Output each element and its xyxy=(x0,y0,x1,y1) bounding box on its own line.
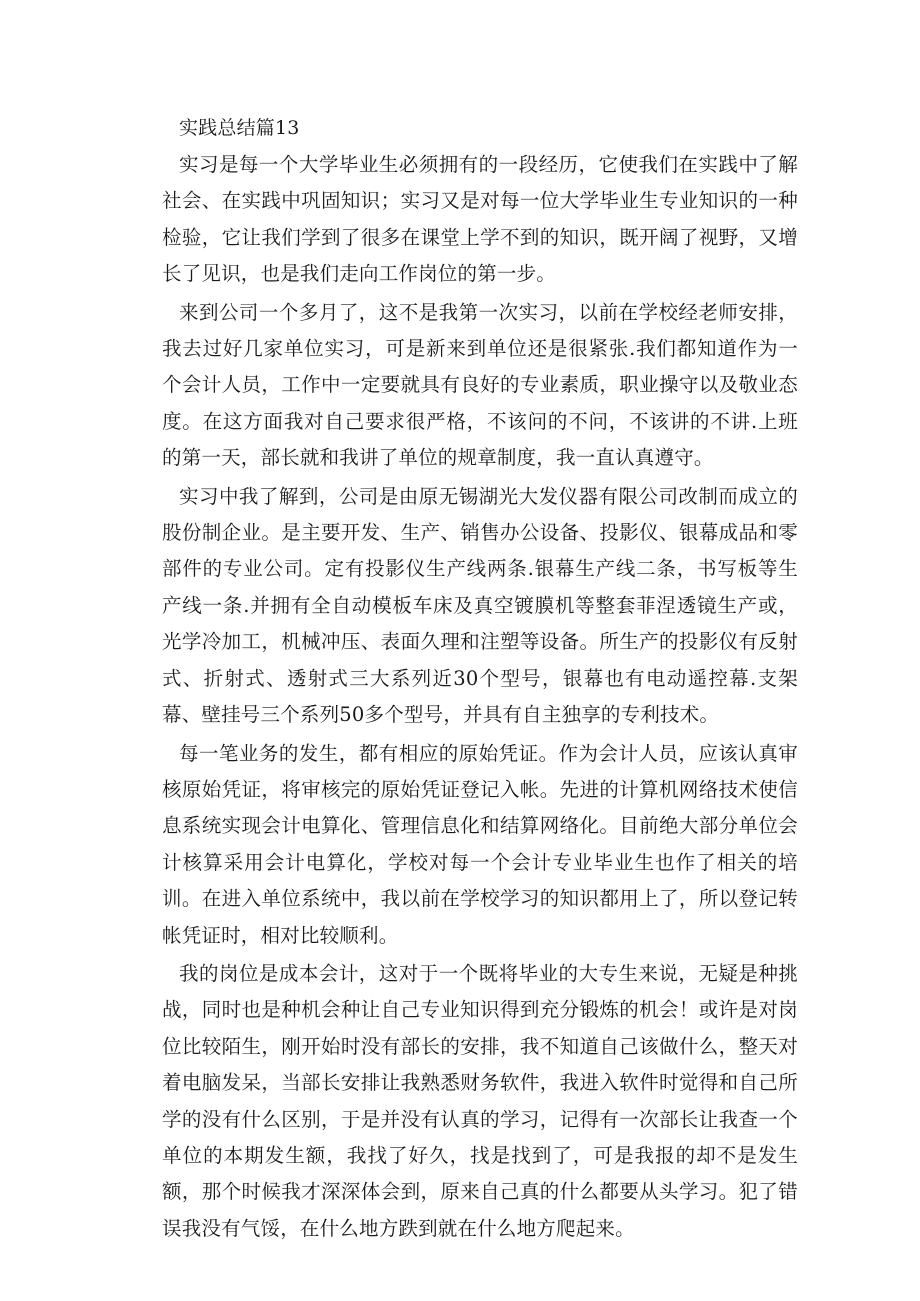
paragraph-3: 实习中我了解到，公司是由原无锡湖光大发仪器有限公司改制而成立的股份制企业。是主要开发、生产、销售办公设备、投影仪、银幕成品和零部件的专业公司。定有投影仪生产线两条.银幕生产线二条，书写板等生产线一条.并拥有全自动模板车床及真空镀膜机等整套菲涅透镜生产或，光学冷加工，机械冲压、表面久理和注塑等设备。所生产的投影仪有反射式、折射式、透射式三大系列近30个型号，银幕也有电动遥控幕.支架幕、壁挂号三个系列50多个型号，并具有自主独享的专利技术。 xyxy=(162,484,798,727)
document-title: 实践总结篇13 xyxy=(179,117,300,139)
paragraph-4: 每一笔业务的发生，都有相应的原始凭证。作为会计人员，应该认真审核原始凭证，将审核完的原始凭证登记入帐。先进的计算机网络技术使信息系统实现会计电算化、管理信息化和结算网络化。目前绝大部分单位会计核算采用会计电算化，学校对每一个会计专业毕业生也作了相关的培训。在进入单位系统中，我以前在学校学习的知识都用上了，所以登记转帐凭证时，相对比较顺利。 xyxy=(162,741,798,947)
paragraph-2: 来到公司一个多月了，这不是我第一次实习，以前在学校经老师安排，我去过好几家单位实习，可是新来到单位还是很紧张.我们都知道作为一个会计人员，工作中一定要就具有良好的专业素质，职业操守以及敬业态度。在这方面我对自己要求很严格，不该问的不问，不该讲的不讲.上班的第一天，部长就和我讲了单位的规章制度，我一直认真遵守。 xyxy=(162,300,798,470)
paragraph-5: 我的岗位是成本会计，这对于一个既将毕业的大专生来说，无疑是种挑战，同时也是种机会种让自己专业知识得到充分锻炼的机会！或许是对岗位比较陌生，刚开始时没有部长的安排，我不知道自己该做什么，整天对着电脑发呆，当部长安排让我熟悉财务软件，我进入软件时觉得和自己所学的没有什么区别，于是并没有认真的学习，记得有一次部长让我查一个单位的本期发生额，我找了好久，找是找到了，可是我报的却不是发生额，那个时候我才深深体会到，原来自己真的什么都要从头学习。犯了错误我没有气馁，在什么地方跌到就在什么地方爬起来。 xyxy=(162,961,798,1240)
document-body xyxy=(162,110,798,1247)
paragraph-1: 实习是每一个大学毕业生必须拥有的一段经历，它使我们在实践中了解社会、在实践中巩固知识；实习又是对每一位大学毕业生专业知识的一种检验，它让我们学到了很多在课堂上学不到的知识，既开阔了视野，又增长了见识，也是我们走向工作岗位的第一步。 xyxy=(162,153,798,286)
